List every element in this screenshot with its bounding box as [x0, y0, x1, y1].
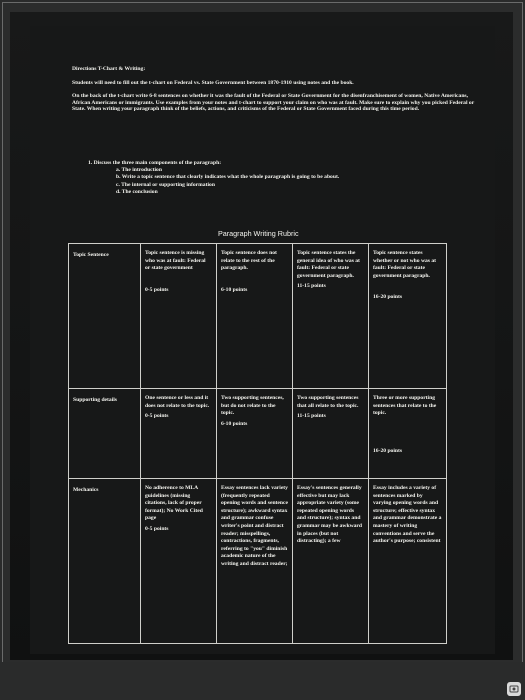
cell-text: Topic sentence states the general idea of who was at fault: Federal or state government paragraph. [297, 250, 360, 279]
directions-block [72, 66, 482, 120]
cell-text: Topic sentence is missing who was at fault: Federal or state government [145, 250, 206, 272]
rubric-cell [141, 479, 217, 644]
rubric-row-supporting-details [69, 389, 447, 479]
step-c: c. The internal or supporting information [116, 181, 215, 188]
row-head-topic-sentence: Topic Sentence [69, 244, 141, 389]
rubric-cell [141, 244, 217, 389]
cell-text: Essay's sentences generally effective but may lack appropriate variety (some repeated opening words and structure); syntax and grammar may be awkward in places (but not distracting); a few [297, 485, 362, 545]
cell-points: 0-5 points [145, 413, 169, 420]
rubric-cell [293, 389, 369, 479]
cell-points: 11-15 points [297, 283, 326, 290]
directions-line-1: Students will need to fill out the t-chart on Federal vs. State Government between 1870-1910 using notes and the book. [72, 79, 354, 86]
row-head-supporting-details: Supporting details [69, 389, 141, 479]
directions-heading: Directions T-Chart & Writing: [72, 66, 146, 72]
cell-text: Topic sentence states whether or not who was at fault: Federal or state government paragraph. [373, 250, 437, 279]
rubric-cell [141, 389, 217, 479]
cell-text: Two supporting sentences, but do not relate to the topic. [221, 395, 284, 417]
rubric-cell [217, 479, 293, 644]
step-a: a. The introduction [116, 167, 162, 174]
cell-points: 16-20 points [373, 294, 403, 301]
rubric-cell [369, 389, 447, 479]
cell-points: 0-5 points [145, 286, 169, 293]
bottom-bar [0, 662, 525, 700]
row-head-mechanics: Mechanics [69, 479, 141, 644]
rubric-table [68, 243, 447, 644]
cell-points: 16-20 points [373, 447, 403, 454]
cell-text: Essay includes a variety of sentences marked by varying opening words and structure; effective syntax and grammar demonstrate a mastery of writing conventions and serve the author's purpose; consistent [373, 485, 442, 545]
step-1: 1. Discuss the three main components of the paragraph: [88, 160, 222, 166]
cell-points: 6-10 points [221, 420, 248, 427]
cell-points: 6-10 points [221, 286, 248, 293]
directions-line-2: On the back of the t-chart write 6-8 sentences on whether it was the fault of the Federal or State Government for the disenfranchisement of women, Native Americans, African Americans or immigrants. Use examples from your notes and t-chart to support your claim on who was at fault. Make sure to explain why you picked Federal or State. When writing your paragraph think of the beliefs, actions, and criticisms of the Federal or State Government faced during this time period. [72, 93, 475, 113]
cell-text: One sentence or less and it does not relate to the topic. [145, 395, 210, 409]
rubric-cell [217, 389, 293, 479]
rubric-cell [369, 244, 447, 389]
rubric-cell [217, 244, 293, 389]
cell-text: No adherence to MLA guidelines (missing citations, lack of proper format); No Work Cited page [145, 485, 203, 522]
rubric-row-mechanics [69, 479, 447, 644]
corner-icon[interactable] [507, 682, 521, 696]
step-b: b. Write a topic sentence that clearly indicates what the whole paragraph is going to be about. [116, 174, 340, 181]
cell-text: Two supporting sentences that all relate to the topic. [297, 395, 359, 409]
cell-text: Three or more supporting sentences that relate to the topic. [373, 395, 437, 417]
rubric-cell [293, 244, 369, 389]
paragraph-steps [88, 160, 448, 196]
rubric-cell [293, 479, 369, 644]
cell-text: Essay sentences lack variety (frequently repeated opening words and sentence structure); awkward syntax and grammar confuse writer's point and distract reader; misspellings, contractions, fragments, referring to "you" diminish academic nature of the writing and distract reader; [221, 485, 288, 567]
step-d: d. The conclusion [116, 188, 158, 195]
rubric-cell [369, 479, 447, 644]
rubric-row-topic-sentence [69, 244, 447, 389]
cell-text: Topic sentence does not relate to the rest of the paragraph. [221, 250, 277, 272]
cell-points: 0-5 points [145, 525, 169, 532]
rubric-title: Paragraph Writing Rubric [218, 229, 299, 238]
cell-points: 11-15 points [297, 413, 326, 420]
corner-glyph-icon [509, 684, 519, 694]
